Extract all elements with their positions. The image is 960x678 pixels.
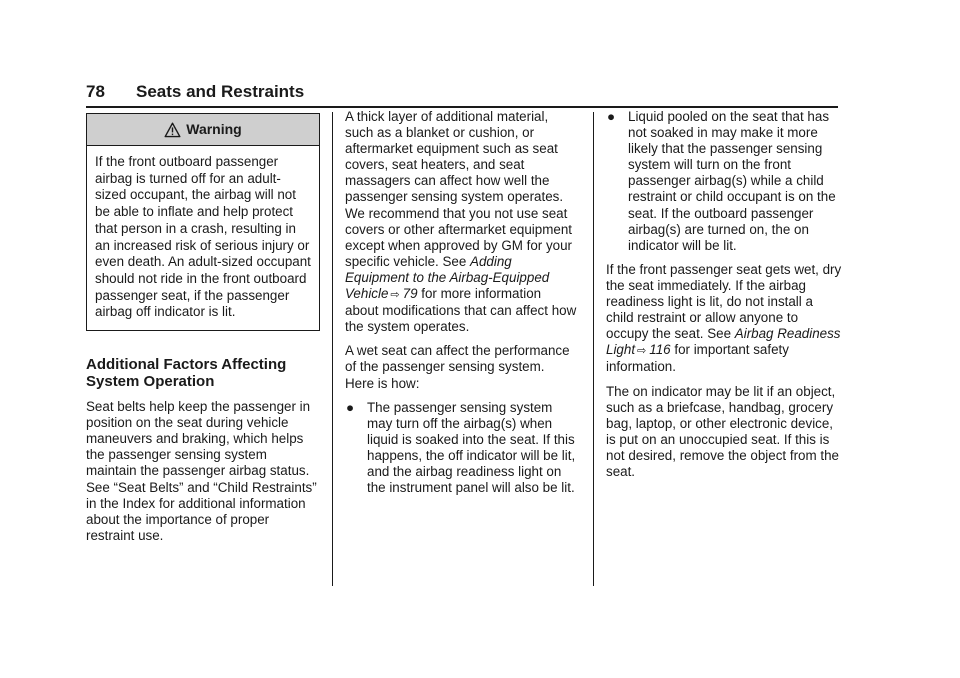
bullet-list [345,400,577,497]
paragraph-text: If the front passenger seat gets wet, dry the seat immediately. If the airbag readiness light is lit, do not install a child restraint or allow anyone to occupy the seat. See [606,261,842,342]
warning-icon [164,122,181,138]
section-title: Additional Factors Affecting System Operation [86,356,287,391]
column-divider [593,112,594,586]
page-header [86,82,838,108]
cross-reference-page[interactable]: 116 [649,342,671,358]
paragraph: The on indicator may be lit if an object, such as a briefcase, handbag, grocery bag, laptop, or other electronic device, is put on an unoccupied seat. If this is not desired, remove the object from the seat. [606,383,839,479]
warning-text: If the front outboard passenger airbag is turned off for an adult-sized occupant, the airbag will not be able to inflate and help protect that person in a crash, resulting in an increased risk of serious injury or even death. An adult-sized occupant should not ride in the front outboard passenger seat, if the passenger airbag off indicator is lit. [95,154,311,320]
paragraph-text: for important safety information. [606,342,789,375]
warning-title: Warning [186,121,242,138]
cross-reference-page[interactable]: 79 [402,286,418,302]
list-item [606,109,842,254]
warning-box [86,113,320,331]
list-item-text: Liquid pooled on the seat that has not soaked in may make it more likely that the passenger sensing system will turn on the front passenger airbag(s) while a child restraint or child occupant is on the seat. If the outboard passenger airbag(s) are turned on, the on indicator will be lit. [628,109,836,253]
cross-reference-link[interactable]: Adding Equipment to the Airbag-Equipped Vehicle [345,253,550,302]
page-ref-arrow-icon: ⇨ [390,289,400,302]
page-number: 78 [86,82,105,101]
column-1 [86,113,320,552]
paragraph-text: for more information about modifications that can affect how the system operates. [345,286,577,335]
paragraph [606,262,842,376]
warning-header [87,114,319,146]
column-divider [332,112,333,586]
paragraph: A wet seat can affect the performance of the passenger sensing system. Here is how: [345,343,570,391]
page-ref-arrow-icon: ⇨ [637,345,647,358]
list-item-text: The passenger sensing system may turn off the airbag(s) when liquid is soaked into the seat. If this happens, the off indicator will be lit, and the airbag readiness light on the instrument panel will also be lit. [367,399,576,496]
paragraph-text: A thick layer of additional material, such as a blanket or cushion, or aftermarket equipment such as seat covers, seat heaters, and seat massagers can affect how well the passenger sensing system operates. We recommend that you not use seat covers or other aftermarket equipment except when approved by GM for your specific vehicle. See [345,109,573,269]
bullet-list [606,109,842,254]
paragraph: Seat belts help keep the passenger in position on the seat during vehicle maneuvers and braking, which helps the passenger sensing system maintain the passenger airbag status. See “Seat Belts” and “Child Restraints” in the Index for additional information about the importance of proper restraint use. [86,399,317,543]
bullet-icon: ● [346,399,355,415]
list-item [345,400,577,497]
column-3 [606,109,842,488]
section-heading: Seats and Restraints [136,82,305,101]
bullet-icon: ● [607,109,616,124]
paragraph [345,109,577,335]
cross-reference-link[interactable]: Airbag Readiness Light [606,326,841,358]
column-2 [345,109,577,504]
